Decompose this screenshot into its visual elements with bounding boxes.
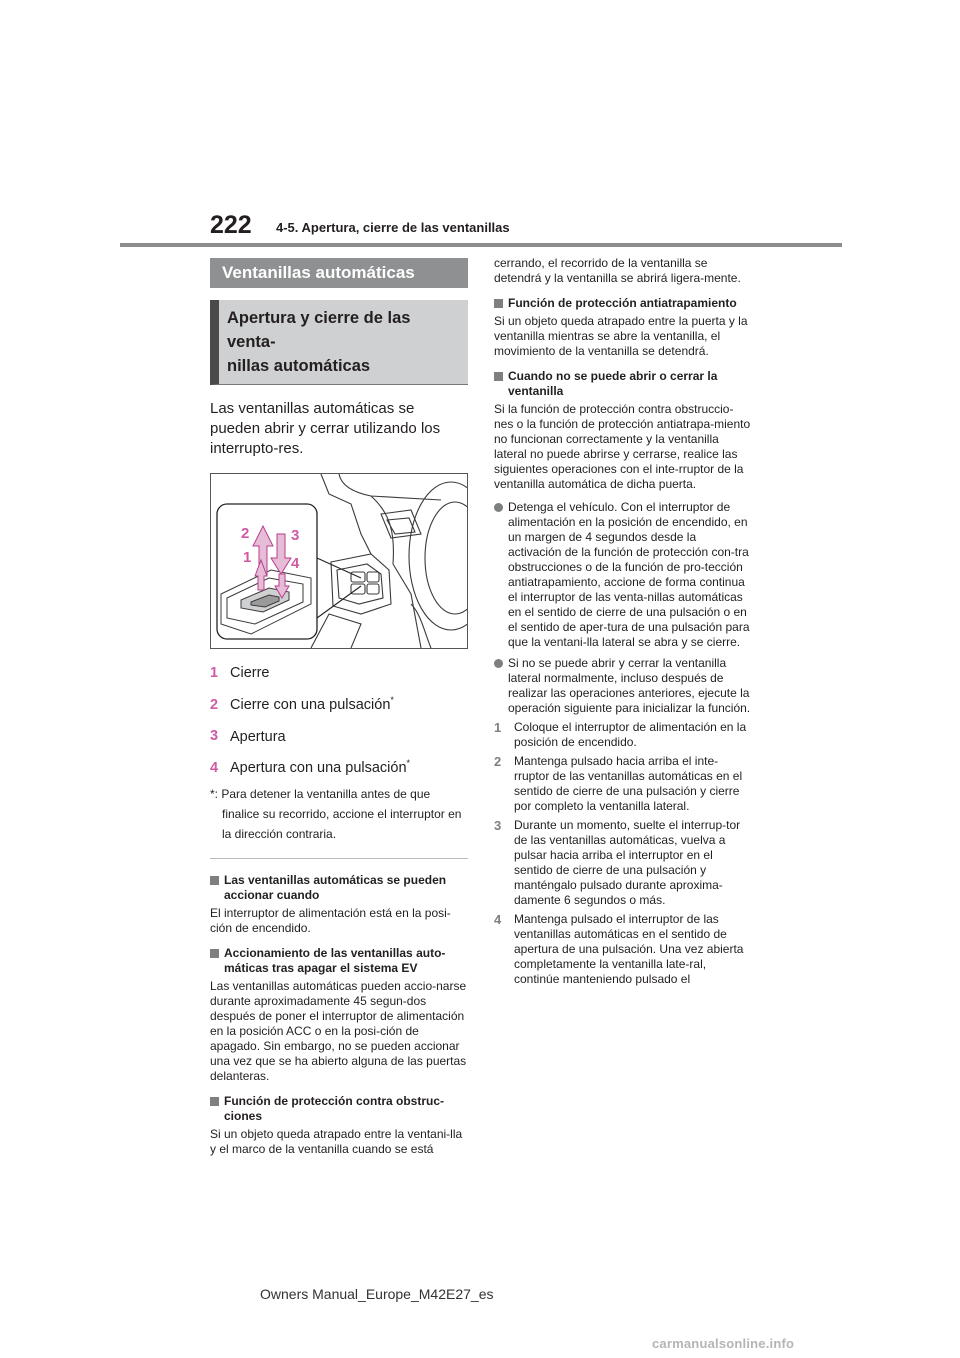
callout-3: 3: [291, 527, 300, 544]
window-switch-illustration: [211, 474, 467, 648]
header-rule: [120, 243, 842, 247]
block-title-text: Función de protección antiatrapamiento: [508, 296, 737, 310]
block-text: Las ventanillas automáticas pueden accio-narse durante aproximadamente 45 segun-dos después de poner el interruptor de alimentación en la posición ACC o en la posi-ción de apagado. Sin embargo, no se pueden accionar una vez que se ha abierto alguna de las puertas delanteras.: [210, 979, 467, 1084]
legend-item: [210, 754, 468, 777]
chapter-title: 4-5. Apertura, cierre de las ventanillas: [276, 220, 510, 235]
step-item: [494, 754, 752, 814]
continuation-text: cerrando, el recorrido de la ventanilla se detendrá y la ventanilla se abrirá ligera-mente.: [494, 256, 741, 285]
footer-manual-id: Owners Manual_Europe_M42E27_es: [260, 1286, 494, 1302]
legend-star: *: [390, 694, 394, 705]
legend-number: 1: [210, 664, 219, 681]
bullet-text: Detenga el vehículo. Con el interruptor de alimentación en la posición de encendido, en un margen de 4 segundos desde la activación de la función de protección con-tra obstrucciones o de la función de pro-tección antiatrapamiento, accione de forma continua el interruptor de las venta-nillas automáticas en el sentido de cierre de una pulsación o en el sentido de aper-tura de una pulsación para que la ventani-lla lateral se abra y se cierre.: [508, 500, 750, 649]
square-bullet-icon: [494, 299, 503, 308]
power-window-switch-figure: [210, 473, 468, 649]
step-item: [494, 912, 752, 987]
watermark: carmanualsonline.info: [652, 1336, 795, 1351]
callout-4: 4: [291, 555, 300, 572]
step-text: Coloque el interruptor de alimentación en la posición de encendido.: [514, 720, 747, 749]
block-title: [210, 873, 468, 903]
bullet-item: [494, 656, 752, 716]
step-text: Mantenga pulsado hacia arriba el inte-rruptor de las ventanillas automáticas en el sentido de cierre de una pulsación y cierre por completo la ventanilla lateral.: [514, 754, 743, 813]
step-number: 3: [494, 818, 502, 833]
subsection-title: [210, 300, 468, 385]
block-title-text: Cuando no se puede abrir o cerrar la ventanilla: [508, 369, 718, 398]
block-text: Si un objeto queda atrapado entre la ventani-lla y el marco de la ventanilla cuando se está: [210, 1127, 463, 1157]
callout-2: 2: [241, 525, 250, 542]
block-title-text: Función de protección contra obstruc-ciones: [224, 1094, 445, 1124]
square-bullet-icon: [210, 1097, 219, 1106]
legend-item: [210, 691, 468, 714]
legend-label: Apertura con una pulsación: [230, 760, 407, 777]
block-text: Si la función de protección contra obstruccio-nes o la función de protección antiatrapa-miento no funcionan correctamente y la ventanilla lateral no puede abrirse y cerrarse, realice las siguientes operaciones con el inte-rruptor de la ventanilla automática de dicha puerta.: [494, 402, 751, 491]
right-column: [494, 256, 752, 987]
left-column: [210, 258, 468, 1157]
block-title-text: Accionamiento de las ventanillas auto-máticas tras apagar el sistema EV: [224, 946, 446, 976]
step-item: [494, 818, 752, 908]
figure-legend: [210, 659, 468, 777]
legend-star: *: [406, 758, 411, 769]
block-title: [210, 1094, 468, 1124]
section-title: Ventanillas automáticas: [210, 258, 468, 288]
bullet-item: [494, 500, 752, 650]
page-number: 222: [210, 211, 252, 239]
footnote-marker: *:: [210, 787, 219, 802]
block-title: [494, 369, 752, 399]
legend-number: 4: [210, 760, 219, 777]
divider: [210, 858, 468, 859]
step-number: 1: [494, 720, 502, 735]
block-text: Si un objeto queda atrapado entre la puerta y la ventanilla mientras se abre la ventanilla, el movimiento de la ventanilla se detendrá.: [494, 314, 748, 358]
square-bullet-icon: [494, 372, 503, 381]
legend-label: Apertura: [230, 728, 286, 745]
legend-item: [210, 659, 468, 682]
step-text: Durante un momento, suelte el interrup-tor de las ventanillas automáticas, vuelva a pulsar hacia arriba el interruptor en el sentido de cierre de una pulsación y manténgalo pulsado durante aproxima-damente 6 segundos o más.: [514, 818, 741, 907]
step-number: 4: [494, 912, 502, 927]
block-title: [210, 946, 468, 976]
block-title-text: Las ventanillas automáticas se pueden accionar cuando: [224, 873, 447, 903]
footnote-text: Para detener la ventanilla antes de que finalice su recorrido, accione el interruptor en la dirección contraria.: [221, 787, 462, 842]
block-text: El interruptor de alimentación está en la posi-ción de encendido.: [210, 906, 451, 936]
bullet-text: Si no se puede abrir y cerrar la ventanilla lateral normalmente, incluso después de realizar las operaciones anteriores, ejecute la operación siguiente para inicializar la función.: [508, 656, 751, 715]
legend-item: [210, 723, 468, 746]
block-title: [494, 296, 752, 311]
step-number: 2: [494, 754, 502, 769]
legend-number: 3: [210, 728, 219, 745]
circle-bullet-icon: [494, 659, 503, 668]
intro-text: Las ventanillas automáticas se pueden abrir y cerrar utilizando los interrupto-res.: [210, 400, 441, 457]
legend-label: Cierre con una pulsación: [230, 696, 391, 713]
step-item: [494, 720, 752, 750]
legend-number: 2: [210, 696, 219, 713]
circle-bullet-icon: [494, 503, 503, 512]
square-bullet-icon: [210, 876, 219, 885]
legend-label: Cierre: [230, 664, 270, 681]
callout-1: 1: [243, 549, 252, 566]
subsection-title-text: Apertura y cierre de las venta- nillas automáticas: [227, 309, 411, 375]
footnote: [210, 784, 468, 844]
square-bullet-icon: [210, 949, 219, 958]
step-text: Mantenga pulsado el interruptor de las ventanillas automáticas en el sentido de apertura de una pulsación. Una vez abierta completamente la ventanilla late-ral, continúe manteniendo pulsado el: [514, 912, 744, 986]
